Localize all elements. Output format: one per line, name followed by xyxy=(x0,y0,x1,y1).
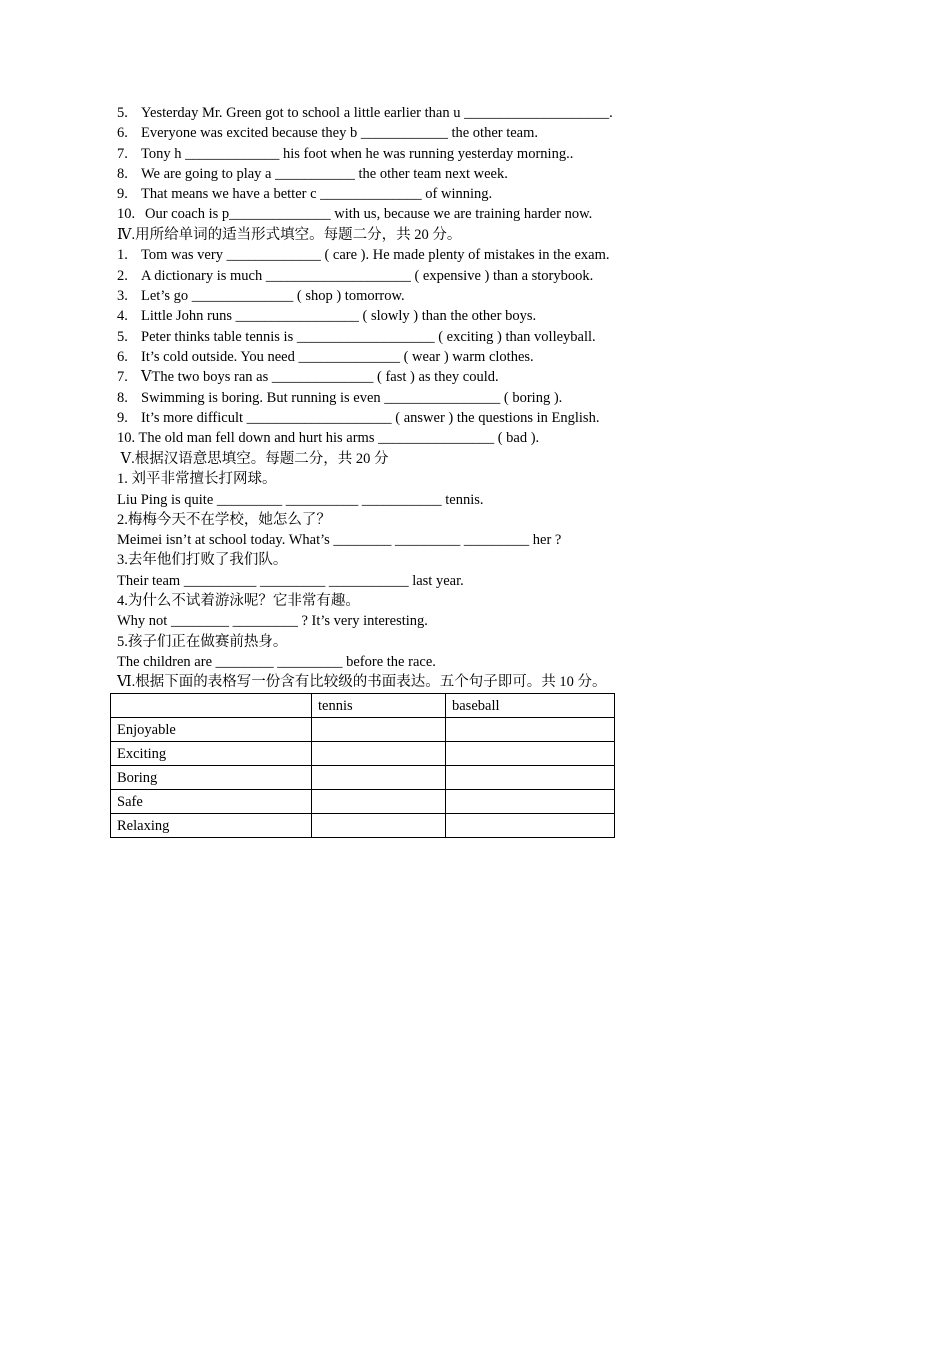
fill-line: Liu Ping is quite _________ __________ ___________ tennis. xyxy=(117,492,484,508)
answer-cell[interactable] xyxy=(312,790,446,814)
question-text: Yesterday Mr. Green got to school a little earlier than u ____________________. xyxy=(141,105,613,121)
answer-cell[interactable] xyxy=(446,790,615,814)
question-text: Swimming is boring. But running is even ________________ ( boring ). xyxy=(141,390,563,406)
question-text: Tony h _____________ his foot when he was running yesterday morning.. xyxy=(141,146,574,162)
answer-cell[interactable] xyxy=(312,742,446,766)
question-number: 9. xyxy=(117,186,128,202)
fill-line: Why not ________ _________ ? It’s very interesting. xyxy=(117,613,428,629)
row-label: Relaxing xyxy=(111,814,312,838)
table-row xyxy=(111,742,615,766)
question-number: 4. xyxy=(117,308,128,324)
fill-line: Their team __________ _________ ___________ last year. xyxy=(117,573,464,589)
question-line xyxy=(117,144,573,164)
question-text: 10. The old man fell down and hurt his arms ________________ ( bad ). xyxy=(117,430,540,446)
question-line xyxy=(117,204,592,224)
question-text: Let’s go ______________ ( shop ) tomorrow. xyxy=(141,288,405,304)
section-heading: Ⅴ.根据汉语意思填空。每题二分，共 20 分 xyxy=(117,451,389,467)
answer-cell[interactable] xyxy=(446,814,615,838)
question-number: 9. xyxy=(117,410,128,426)
chinese-prompt: 2.梅梅今天不在学校，她怎么了？ xyxy=(117,512,331,528)
fill-line: The children are ________ _________ before the race. xyxy=(117,654,436,670)
question-line xyxy=(117,408,599,428)
question-line xyxy=(117,327,596,347)
table-header-cell: tennis xyxy=(312,694,446,718)
answer-cell[interactable] xyxy=(446,718,615,742)
question-line xyxy=(117,245,610,265)
question-line xyxy=(117,286,405,306)
table-row xyxy=(111,718,615,742)
chinese-prompt: 1. 刘平非常擅长打网球。 xyxy=(117,471,277,487)
question-number: 7. xyxy=(117,146,128,162)
table-header-row xyxy=(111,694,615,718)
question-line xyxy=(117,103,613,123)
table-header-cell xyxy=(111,694,312,718)
chinese-prompt: 5.孩子们正在做赛前热身。 xyxy=(117,634,288,650)
question-text: A dictionary is much ____________________ ( expensive ) than a storybook. xyxy=(141,268,594,284)
section-heading: Ⅳ.用所给单词的适当形式填空。每题二分，共 20 分。 xyxy=(117,227,462,243)
row-label: Enjoyable xyxy=(111,718,312,742)
chinese-prompt: 4.为什么不试着游泳呢？它非常有趣。 xyxy=(117,593,360,609)
answer-cell[interactable] xyxy=(446,742,615,766)
answer-cell[interactable] xyxy=(312,766,446,790)
question-line xyxy=(117,347,534,367)
table-header-cell: baseball xyxy=(446,694,615,718)
answer-cell[interactable] xyxy=(446,766,615,790)
answer-cell[interactable] xyxy=(312,718,446,742)
question-line xyxy=(117,367,499,387)
question-number: 2. xyxy=(117,268,128,284)
question-line xyxy=(117,123,538,143)
question-number: 5. xyxy=(117,329,128,345)
question-number: 7. xyxy=(117,369,128,385)
question-text: It’s cold outside. You need ______________ ( wear ) warm clothes. xyxy=(141,349,534,365)
question-line xyxy=(117,306,536,326)
row-label: Safe xyxy=(111,790,312,814)
question-text: ⅤThe two boys ran as ______________ ( fast ) as they could. xyxy=(141,369,499,385)
question-line xyxy=(117,428,539,448)
question-number: 6. xyxy=(117,125,128,141)
question-text: It’s more difficult ____________________ ( answer ) the questions in English. xyxy=(141,410,600,426)
question-line xyxy=(117,388,562,408)
question-text: That means we have a better c ______________ of winning. xyxy=(141,186,493,202)
table-row xyxy=(111,766,615,790)
question-number: 5. xyxy=(117,105,128,121)
answer-cell[interactable] xyxy=(312,814,446,838)
row-label: Boring xyxy=(111,766,312,790)
question-number: 8. xyxy=(117,390,128,406)
comparison-table xyxy=(110,693,615,838)
question-text: We are going to play a ___________ the other team next week. xyxy=(141,166,508,182)
question-line xyxy=(117,164,508,184)
question-number: 1. xyxy=(117,247,128,263)
question-line xyxy=(117,266,593,286)
question-number: 10. xyxy=(117,206,136,222)
question-text: Little John runs _________________ ( slowly ) than the other boys. xyxy=(141,308,537,324)
chinese-prompt: 3.去年他们打败了我们队。 xyxy=(117,552,288,568)
fill-line: Meimei isn’t at school today. What’s ________ _________ _________ her ? xyxy=(117,532,562,548)
section-heading: Ⅵ.根据下面的表格写一份含有比较级的书面表达。五个句子即可。共 10 分。 xyxy=(117,674,607,690)
question-text: Everyone was excited because they b ____________ the other team. xyxy=(141,125,539,141)
question-text: Tom was very _____________ ( care ). He made plenty of mistakes in the exam. xyxy=(141,247,610,263)
table-row xyxy=(111,790,615,814)
table-row xyxy=(111,814,615,838)
question-line xyxy=(117,184,492,204)
question-number: 3. xyxy=(117,288,128,304)
row-label: Exciting xyxy=(111,742,312,766)
question-number: 6. xyxy=(117,349,128,365)
question-text: Our coach is p______________ with us, because we are training harder now. xyxy=(145,206,593,222)
question-number: 8. xyxy=(117,166,128,182)
question-text: Peter thinks table tennis is ___________________ ( exciting ) than volleyball. xyxy=(141,329,596,345)
